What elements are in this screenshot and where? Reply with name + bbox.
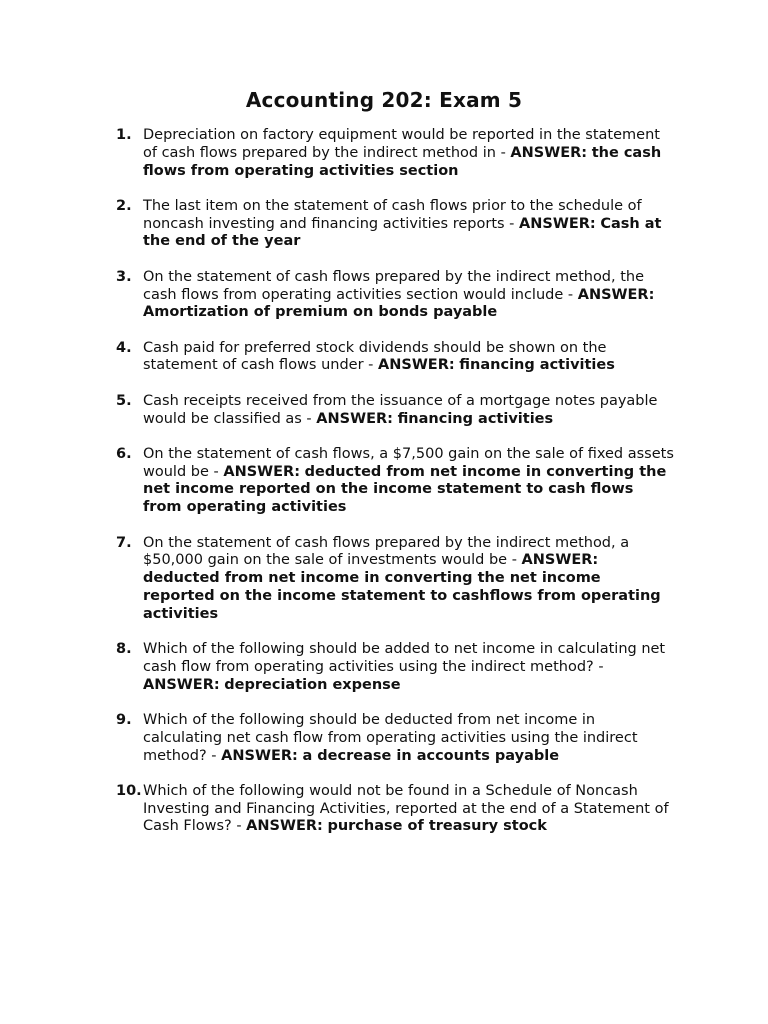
question-number: 1. (116, 127, 132, 143)
answer-text: the cash flows from operating activities section (143, 144, 662, 179)
question-item (116, 269, 676, 322)
answer-label: ANSWER: (223, 463, 301, 480)
answer-label: ANSWER: (519, 215, 596, 232)
answer-text: purchase of treasury stock (327, 818, 547, 835)
question-number: 3. (116, 268, 132, 285)
answer-label: ANSWER: (221, 747, 298, 764)
question-text: On the statement of cash flows, a $7,500 gain on the sale of fixed assets would be - (143, 445, 674, 480)
answer-text: deducted from net income in converting the net income reported on the income statement to cashflows from operating activities (143, 570, 661, 622)
question-text: Cash receipts received from the issuance of a mortgage notes payable would be classified as - (143, 392, 658, 427)
question-number: 6. (116, 445, 132, 462)
question-item (116, 783, 676, 836)
question-text: Cash paid for preferred stock dividends should be shown on the statement of cash flows under - (143, 339, 607, 374)
question-text: On the statement of cash flows prepared by the indirect method, a $50,000 gain on the sale of investments would be - (143, 534, 630, 569)
answer-label: ANSWER: (521, 552, 599, 569)
answer-label: ANSWER: (143, 676, 220, 693)
question-number: 10. (116, 782, 142, 799)
question-text: Which of the following should be added to net income in calculating net cash flow from operating activities using the indirect method? - (143, 641, 666, 675)
answer-label: ANSWER: (316, 410, 393, 427)
answer-label: ANSWER: (378, 357, 455, 374)
question-number: 4. (116, 339, 132, 356)
answer-text: a decrease in accounts payable (302, 747, 560, 764)
question-item (116, 393, 676, 429)
question-item (116, 712, 676, 765)
question-number: 7. (116, 534, 132, 551)
question-text: Depreciation on factory equipment would be reported in the statement of cash flows prepared by the indirect method in - (143, 127, 660, 161)
answer-text: financing activities (459, 357, 615, 374)
question-item (116, 127, 676, 180)
answer-text: depreciation expense (224, 676, 401, 693)
question-item (116, 535, 676, 624)
question-item (116, 641, 676, 694)
question-number: 9. (116, 711, 132, 728)
answer-text: Cash at the end of the year (143, 215, 662, 250)
answer-text: financing activities (397, 410, 554, 427)
question-text: On the statement of cash flows prepared by the indirect method, the cash flows from operating activities section would include - (143, 268, 645, 303)
question-text: Which of the following would not be found in a Schedule of Noncash Investing and Financing Activities, reported at the end of a Statement of Cash Flows? - (143, 782, 669, 835)
answer-text: deducted from net income in converting the net income reported on the income statement to cash flows from operating activities (143, 463, 667, 516)
question-number: 8. (116, 641, 132, 658)
question-number: 5. (116, 392, 132, 409)
question-item (116, 198, 676, 251)
question-item (116, 446, 676, 517)
answer-text: Amortization of premium on bonds payable (143, 304, 498, 321)
question-text: Which of the following should be deducted from net income in calculating net cash flow from operating activities using the indirect method? - (143, 711, 638, 764)
answer-label: ANSWER: (577, 286, 655, 303)
document-title: Accounting 202: Exam 5 (245, 88, 523, 112)
question-list (116, 127, 676, 854)
answer-label: ANSWER: (510, 144, 588, 161)
question-item (116, 340, 676, 376)
question-text: The last item on the statement of cash flows prior to the schedule of noncash investing and financing activities reports - (143, 197, 642, 232)
answer-label: ANSWER: (246, 818, 323, 835)
question-number: 2. (116, 197, 132, 214)
